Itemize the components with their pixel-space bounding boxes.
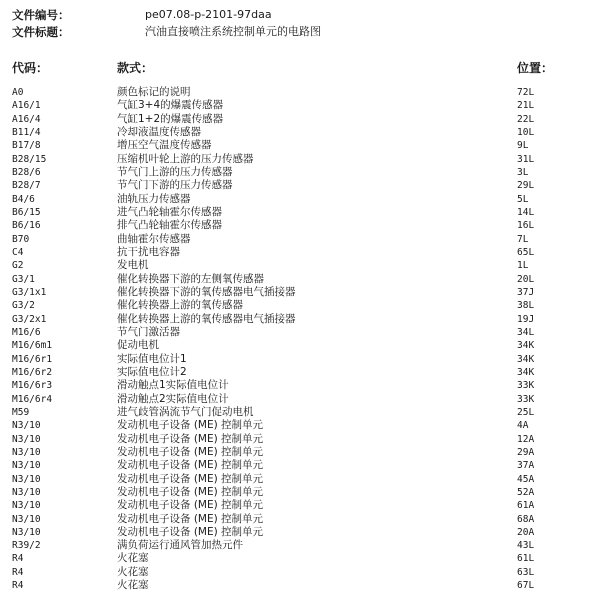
component-code: B6/15 <box>12 206 41 218</box>
component-position: 67L <box>517 580 535 592</box>
component-position: 34K <box>517 366 535 378</box>
component-code: M16/6r2 <box>12 366 53 378</box>
table-row <box>0 486 601 499</box>
component-code: N3/10 <box>12 486 41 498</box>
component-code: G3/1x1 <box>12 286 47 298</box>
component-code: N3/10 <box>12 513 41 525</box>
component-position: 61A <box>517 500 535 512</box>
column-header-model: 款式： <box>117 61 154 75</box>
component-model: 节气门下游的压力传感器 <box>117 179 233 192</box>
component-code: N3/10 <box>12 526 41 538</box>
table-row <box>0 366 601 379</box>
component-model: 发动机电子设备 (ME) 控制单元 <box>117 499 264 512</box>
component-position: 12A <box>517 433 535 445</box>
component-model: 滑动触点2实际值电位计 <box>117 392 229 405</box>
table-row <box>0 433 601 446</box>
component-code: B28/7 <box>12 180 41 192</box>
table-row <box>0 419 601 432</box>
table-row <box>0 126 601 139</box>
table-row <box>0 379 601 392</box>
component-position: 9L <box>517 140 529 152</box>
component-model: 压缩机叶轮上游的压力传感器 <box>117 152 254 165</box>
component-model: 发动机电子设备 (ME) 控制单元 <box>117 512 264 525</box>
component-model: 火花塞 <box>117 565 149 578</box>
component-position: 5L <box>517 193 529 205</box>
component-code: M16/6r1 <box>12 353 53 365</box>
component-model: 发动机电子设备 (ME) 控制单元 <box>117 485 264 498</box>
table-row <box>0 473 601 486</box>
component-position: 68A <box>517 513 535 525</box>
component-position: 22L <box>517 113 535 125</box>
component-position: 29A <box>517 446 535 458</box>
component-table <box>0 86 601 592</box>
component-model: 排气凸轮轴霍尔传感器 <box>117 219 222 232</box>
table-row <box>0 233 601 246</box>
table-row <box>0 193 601 206</box>
component-model: 发动机电子设备 (ME) 控制单元 <box>117 525 264 538</box>
table-row <box>0 513 601 526</box>
component-code: A0 <box>12 87 24 98</box>
component-position: 21L <box>517 100 535 112</box>
component-code: M16/6 <box>12 326 41 338</box>
component-position: 65L <box>517 246 535 258</box>
document-title-value: 汽油直接喷注系统控制单元的电路图 <box>145 25 321 38</box>
table-row <box>0 166 601 179</box>
component-code: B17/8 <box>12 140 41 152</box>
component-model: 进气凸轮轴霍尔传感器 <box>117 205 222 218</box>
component-code: B28/6 <box>12 166 41 178</box>
component-code: A16/1 <box>12 100 41 112</box>
table-row <box>0 326 601 339</box>
table-row <box>0 113 601 126</box>
component-model: 发动机电子设备 (ME) 控制单元 <box>117 445 264 458</box>
component-position: 52A <box>517 486 535 498</box>
component-position: 3L <box>517 166 529 178</box>
component-model: 颜色标记的说明 <box>117 86 191 98</box>
component-code: R4 <box>12 580 24 592</box>
component-model: 火花塞 <box>117 552 149 565</box>
component-code: M16/6r3 <box>12 380 53 392</box>
component-code: N3/10 <box>12 433 41 445</box>
component-position: 34K <box>517 353 535 365</box>
table-row <box>0 406 601 419</box>
component-code: B4/6 <box>12 193 35 205</box>
table-row <box>0 353 601 366</box>
component-model: 进气歧管涡流节气门促动电机 <box>117 405 254 418</box>
component-code: N3/10 <box>12 420 41 432</box>
component-position: 37J <box>517 286 535 298</box>
table-row <box>0 246 601 259</box>
component-model: 催化转换器下游的左侧氧传感器 <box>117 272 264 285</box>
component-model: 发电机 <box>117 259 149 272</box>
component-position: 25L <box>517 406 535 418</box>
table-row <box>0 299 601 312</box>
component-code: M59 <box>12 406 30 418</box>
component-position: 14L <box>517 206 535 218</box>
component-model: 节气门上游的压力传感器 <box>117 165 233 178</box>
component-model: 节气门激活器 <box>117 325 180 338</box>
component-model: 催化转换器上游的氧传感器 <box>117 299 243 312</box>
component-model: 催化转换器上游的氧传感器电气插接器 <box>117 312 296 325</box>
component-position: 10L <box>517 126 535 138</box>
table-row <box>0 273 601 286</box>
component-code: G3/2x1 <box>12 313 47 325</box>
component-model: 抗干扰电容器 <box>117 245 180 258</box>
component-model: 滑动触点1实际值电位计 <box>117 379 229 392</box>
table-row <box>0 219 601 232</box>
component-code: R4 <box>12 553 24 565</box>
table-row <box>0 499 601 512</box>
column-header-position: 位置： <box>517 61 554 75</box>
component-model: 发动机电子设备 (ME) 控制单元 <box>117 432 264 445</box>
component-position: 7L <box>517 233 529 245</box>
component-code: R39/2 <box>12 540 41 552</box>
table-row <box>0 153 601 166</box>
component-model: 气缸1+2的爆震传感器 <box>117 112 224 125</box>
component-code: R4 <box>12 566 24 578</box>
component-model: 发动机电子设备 (ME) 控制单元 <box>117 459 264 472</box>
component-code: N3/10 <box>12 446 41 458</box>
column-header-code: 代码： <box>12 61 49 75</box>
component-code: G2 <box>12 260 24 272</box>
table-row <box>0 566 601 579</box>
table-row <box>0 539 601 552</box>
component-code: N3/10 <box>12 460 41 472</box>
table-row <box>0 206 601 219</box>
component-code: N3/10 <box>12 500 41 512</box>
component-position: 61L <box>517 553 535 565</box>
component-position: 19J <box>517 313 535 325</box>
component-model: 气缸3+4的爆震传感器 <box>117 99 224 112</box>
component-position: 29L <box>517 180 535 192</box>
component-position: 31L <box>517 153 535 165</box>
component-position: 45A <box>517 473 535 485</box>
table-row <box>0 179 601 192</box>
table-row <box>0 579 601 592</box>
component-code: M16/6m1 <box>12 340 53 352</box>
document-number-value: pe07.08-p-2101-97daa <box>145 8 272 21</box>
component-model: 发动机电子设备 (ME) 控制单元 <box>117 419 264 432</box>
component-model: 增压空气温度传感器 <box>117 139 212 152</box>
component-model: 实际值电位计2 <box>117 365 187 378</box>
component-model: 催化转换器下游的氧传感器电气插接器 <box>117 285 296 298</box>
component-position: 43L <box>517 540 535 552</box>
component-position: 63L <box>517 566 535 578</box>
component-position: 33K <box>517 393 535 405</box>
component-code: M16/6r4 <box>12 393 53 405</box>
component-position: 4A <box>517 420 529 432</box>
component-model: 冷却液温度传感器 <box>117 125 201 138</box>
component-model: 实际值电位计1 <box>117 352 187 365</box>
table-row <box>0 446 601 459</box>
table-row <box>0 552 601 565</box>
component-position: 33K <box>517 380 535 392</box>
component-model: 火花塞 <box>117 579 149 592</box>
component-model: 促动电机 <box>117 339 159 352</box>
component-model: 发动机电子设备 (ME) 控制单元 <box>117 472 264 485</box>
table-row <box>0 339 601 352</box>
component-position: 38L <box>517 300 535 312</box>
component-position: 34L <box>517 326 535 338</box>
component-code: N3/10 <box>12 473 41 485</box>
component-position: 16L <box>517 220 535 232</box>
table-row <box>0 393 601 406</box>
table-row <box>0 313 601 326</box>
component-code: B6/16 <box>12 220 41 232</box>
document-number-label: 文件编号： <box>12 8 70 22</box>
component-code: B70 <box>12 233 30 245</box>
component-model: 满负荷运行通风管加热元件 <box>117 539 243 552</box>
component-position: 72L <box>517 87 535 98</box>
component-position: 20L <box>517 273 535 285</box>
component-model: 油轨压力传感器 <box>117 192 191 205</box>
component-position: 37A <box>517 460 535 472</box>
component-position: 1L <box>517 260 529 272</box>
component-position: 20A <box>517 526 535 538</box>
table-row <box>0 526 601 539</box>
component-code: B11/4 <box>12 126 41 138</box>
table-row <box>0 259 601 272</box>
component-code: G3/1 <box>12 273 35 285</box>
table-row <box>0 86 601 99</box>
table-row <box>0 99 601 112</box>
component-code: G3/2 <box>12 300 35 312</box>
table-row <box>0 139 601 152</box>
component-code: C4 <box>12 246 24 258</box>
document-title-label: 文件标题： <box>12 25 70 39</box>
table-row <box>0 286 601 299</box>
component-position: 34K <box>517 340 535 352</box>
table-row <box>0 459 601 472</box>
component-code: A16/4 <box>12 113 41 125</box>
component-code: B28/15 <box>12 153 47 165</box>
component-model: 曲轴霍尔传感器 <box>117 232 191 245</box>
